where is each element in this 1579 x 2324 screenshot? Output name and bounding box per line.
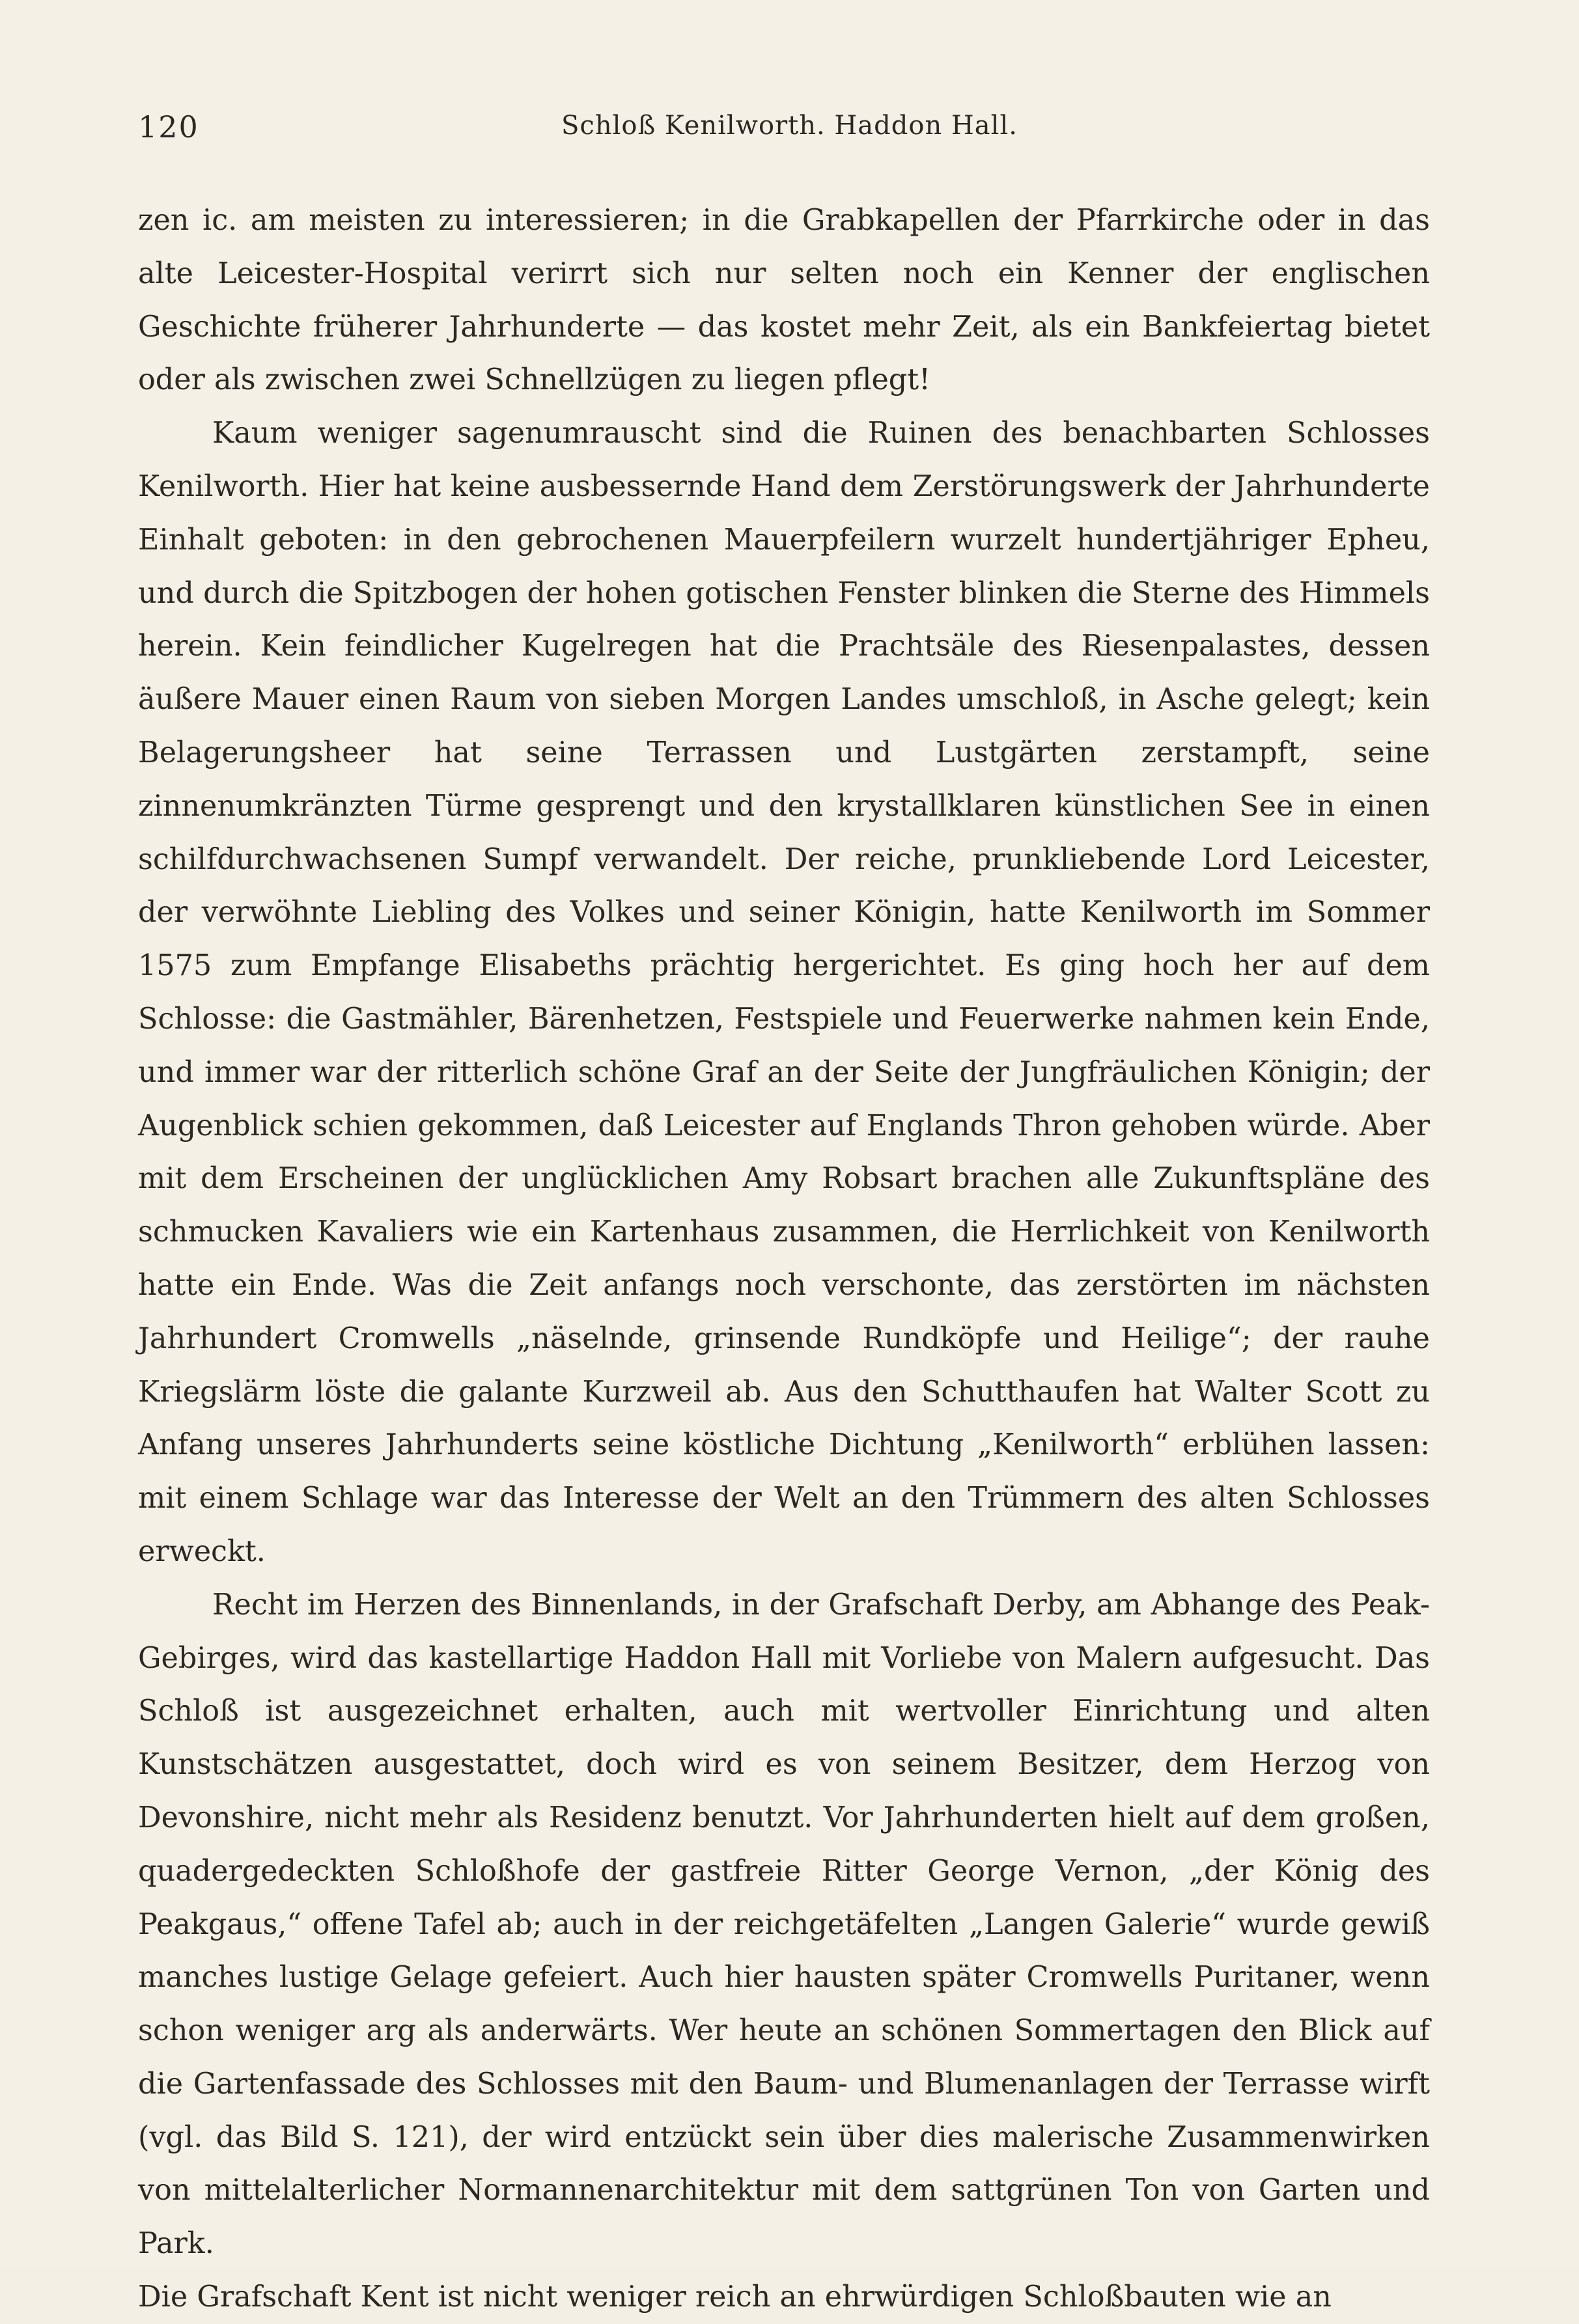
running-head: Schloß Kenilworth. Haddon Hall.: [561, 111, 1018, 141]
page-number: 120: [138, 109, 199, 145]
paragraph-haddon-hall: Recht im Herzen des Binnenlands, in der Grafschaft Derby, am Abhange des Peak-Gebirges, wird das kastellartige Haddon Hall mit Vorliebe von Malern aufgesucht. Das Schloß ist ausgezeichnet erhalten, auch mit wertvoller Einrichtung und alten Kunstschätzen ausgestattet, doch wird es von seinem Besitzer, dem Herzog von Devonshire, nicht mehr als Residenz benutzt. Vor Jahrhunderten hielt auf dem großen, quadergedeckten Schloßhofe der gastfreie Ritter George Vernon, „der König des Peakgaus,“ offene Tafel ab; auch in der reichgetäfelten „Langen Galerie“ wurde gewiß manches lustige Gelage gefeiert. Auch hier hausten später Cromwells Puritaner, wenn schon weniger arg als anderwärts. Wer heute an schönen Sommertagen den Blick auf die Gartenfassade des Schlosses mit den Baum- und Blumenanlagen der Terrasse wirft (vgl. das Bild S. 121), der wird entzückt sein über dies malerische Zusammenwirken von mittelalterlicher Normannenarchitektur mit dem sattgrünen Ton von Garten und Park.: [138, 1588, 1430, 2261]
body-text: [138, 194, 1430, 2324]
paragraph-kenilworth: Kaum weniger sagenumrauscht sind die Ruinen des benachbarten Schlosses Kenilworth. Hier hat keine ausbessernde Hand dem Zerstörungswerk der Jahrhunderte Einhalt geboten: in den gebrochenen Mauerpfeilern wurzelt hundertjähriger Epheu, und durch die Spitzbogen der hohen gotischen Fenster blinken die Sterne des Himmels herein. Kein feindlicher Kugelregen hat die Prachtsäle des Riesenpalastes, dessen äußere Mauer einen Raum von sieben Morgen Landes umschloß, in Asche gelegt; kein Belagerungsheer hat seine Terrassen und Lustgärten zerstampft, seine zinnenumkränzten Türme gesprengt und den krystallklaren künstlichen See in einen schilfdurchwachsenen Sumpf verwandelt. Der reiche, prunkliebende Lord Leicester, der verwöhnte Liebling des Volkes und seiner Königin, hatte Kenilworth im Sommer 1575 zum Empfange Elisabeths prächtig hergerichtet. Es ging hoch her auf dem Schlosse: die Gastmähler, Bärenhetzen, Festspiele und Feuerwerke nahmen kein Ende, und immer war der ritterlich schöne Graf an der Seite der Jungfräulichen Königin; der Augenblick schien gekommen, daß Leicester auf Englands Thron gehoben würde. Aber mit dem Erscheinen der unglücklichen Amy Robsart brachen alle Zukunftspläne des schmucken Kavaliers wie ein Kartenhaus zusammen, die Herrlichkeit von Kenilworth hatte ein Ende. Was die Zeit anfangs noch verschonte, das zerstörten im nächsten Jahrhundert Cromwells „näselnde, grinsende Rundköpfe und Heilige“; der rauhe Kriegslärm löste die galante Kurzweil ab. Aus den Schutthaufen hat Walter Scott zu Anfang unseres Jahrhunderts seine köstliche Dichtung „Kenilworth“ erblühen lassen: mit einem Schlage war das Interesse der Welt an den Trümmern des alten Schlosses erweckt.: [138, 417, 1430, 1568]
paragraph-kent: Die Grafschaft Kent ist nicht weniger reich an ehrwürdigen Schloßbauten wie an: [138, 2280, 1332, 2314]
paragraph-continuation: zen ic. am meisten zu interessieren; in die Grabkapellen der Pfarrkirche oder in das alte Leicester-Hospital verirrt sich nur selten noch ein Kenner der englischen Geschichte früherer Jahrhunderte — das kostet mehr Zeit, als ein Bankfeiertag bietet oder als zwischen zwei Schnellzügen zu liegen pflegt!: [138, 204, 1430, 397]
